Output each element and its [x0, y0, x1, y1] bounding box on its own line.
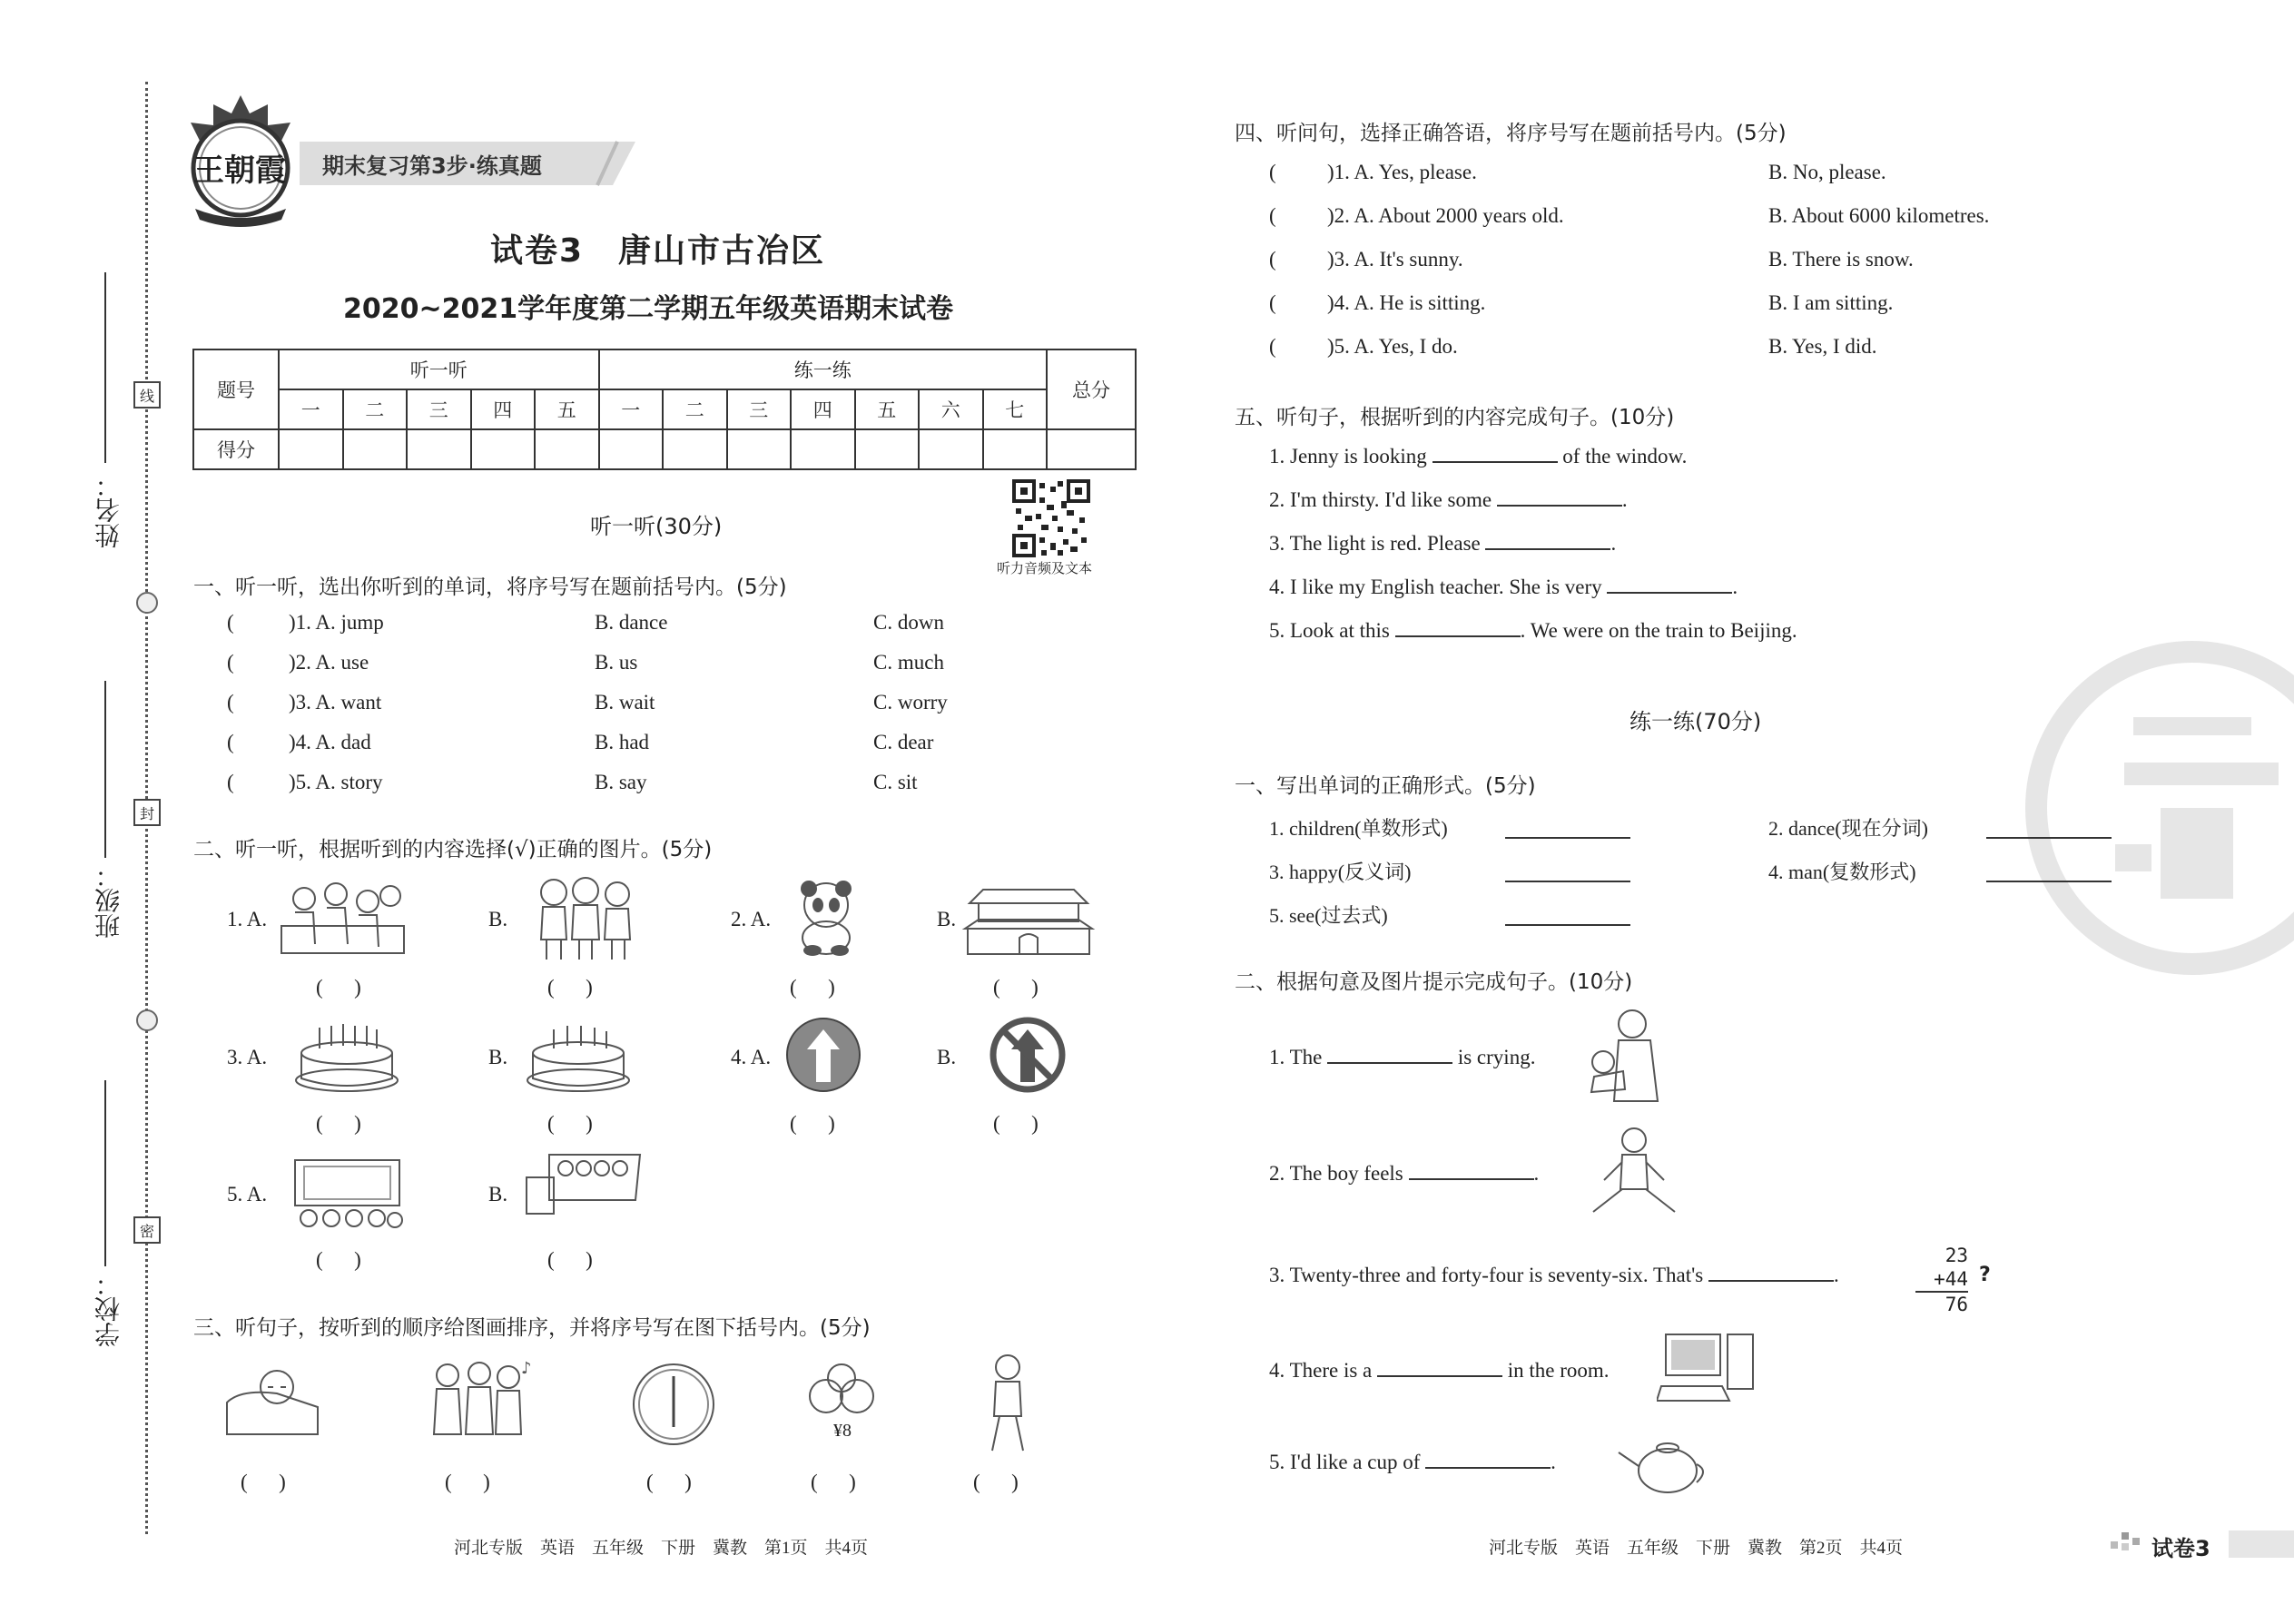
s1-item-b: B. us	[595, 651, 638, 674]
answer-paren[interactable]: ( )	[790, 1112, 835, 1135]
p2-post: .	[1533, 1162, 1540, 1185]
p1-item: 2. dance(现在分词)	[1768, 817, 1928, 840]
section-3-title: 三、听句子，按听到的顺序给图画排序，并将序号写在图下括号内。(5分)	[193, 1316, 871, 1340]
col-head: 七	[983, 389, 1048, 429]
answer-blank[interactable]	[1986, 837, 2112, 839]
footer-right: 河北专版 英语 五年级 下册 冀教 第2页 共4页	[1489, 1539, 1904, 1558]
kids-picture	[527, 876, 645, 962]
p2-post: .	[1551, 1451, 1556, 1473]
paren-open: (	[227, 691, 234, 714]
tag-pattern	[2111, 1532, 2147, 1560]
col-head: 一	[599, 389, 664, 429]
qr-code[interactable]	[1012, 479, 1090, 557]
paren-open: (	[1269, 248, 1276, 271]
class-label: 班级：	[94, 862, 123, 939]
paren-open: (	[1269, 204, 1276, 227]
answer-blank[interactable]	[1497, 488, 1622, 507]
boy-walking-picture	[976, 1353, 1039, 1457]
s1-item-c: C. worry	[873, 691, 948, 714]
section-5-title: 五、听句子，根据听到的内容完成句子。(10分)	[1235, 406, 1675, 429]
answer-blank[interactable]	[1409, 1162, 1534, 1180]
cinema-picture	[290, 1153, 404, 1235]
s2-label: 1. A.	[227, 908, 268, 930]
p1-item: 3. happy(反义词)	[1269, 861, 1412, 883]
seal-char-line: 线	[133, 381, 161, 408]
paper-tag: 试卷3	[2151, 1536, 2210, 1561]
binding-hole	[136, 592, 158, 614]
score-cell[interactable]	[599, 429, 664, 469]
s1-item-c: C. down	[873, 611, 944, 634]
baby-crying-picture	[1578, 1006, 1669, 1106]
s1-item-a: )3. A. want	[289, 691, 382, 714]
practice-title: 练一练(70分)	[1629, 709, 1762, 734]
school-field-line[interactable]	[104, 1080, 106, 1266]
answer-paren[interactable]: ( )	[316, 976, 361, 999]
s2-label: B.	[488, 1046, 508, 1068]
svg-text:♪: ♪	[521, 1359, 532, 1378]
math-add: +44	[1915, 1267, 1968, 1293]
s5-post: .	[1732, 576, 1738, 598]
order-paren[interactable]: ( )	[241, 1471, 286, 1493]
score-cell[interactable]	[407, 429, 471, 469]
col-head: 三	[407, 389, 471, 429]
section-2-title: 二、听一听，根据听到的内容选择(√)正确的图片。(5分)	[193, 838, 713, 861]
score-cell[interactable]	[535, 429, 599, 469]
col-head: 二	[663, 389, 727, 429]
answer-paren[interactable]: ( )	[547, 976, 593, 999]
score-cell[interactable]	[343, 429, 408, 469]
score-cell[interactable]	[1047, 429, 1136, 469]
p2-item	[1269, 1264, 1839, 1287]
col-head: 四	[791, 389, 855, 429]
answer-blank[interactable]	[1485, 532, 1610, 550]
secret-seal-watermark	[2024, 635, 2294, 980]
p2-pre: 1. The	[1269, 1046, 1323, 1068]
score-cell[interactable]	[919, 429, 983, 469]
banner-text: 期末复习第3步·练真题	[322, 153, 542, 179]
p2-pre: 5. I'd like a cup of	[1269, 1451, 1421, 1473]
class-field-line[interactable]	[104, 681, 106, 858]
tired-boy-picture	[1584, 1126, 1684, 1221]
col-head: 二	[343, 389, 408, 429]
answer-paren[interactable]: ( )	[993, 1112, 1039, 1135]
cake-picture-b	[527, 1017, 631, 1094]
s2-label: B.	[488, 908, 508, 930]
teapot-picture	[1611, 1430, 1711, 1498]
school-label: 学校：	[94, 1271, 123, 1347]
score-cell[interactable]	[471, 429, 536, 469]
go-straight-sign	[785, 1017, 862, 1094]
answer-blank[interactable]	[1425, 1451, 1551, 1469]
s5-item	[1269, 445, 1687, 468]
answer-blank[interactable]	[1505, 924, 1630, 926]
p1-item: 4. man(复数形式)	[1768, 861, 1916, 883]
s1-item-c: C. dear	[873, 731, 934, 753]
s4-item-b: B. Yes, I did.	[1768, 335, 1877, 358]
name-label: 姓名：	[94, 472, 123, 548]
panda-picture	[785, 876, 867, 958]
paren-open: (	[227, 771, 234, 793]
s5-pre: 1. Jenny is looking	[1269, 445, 1427, 468]
answer-blank[interactable]	[1327, 1046, 1452, 1064]
s5-item	[1269, 619, 1797, 643]
paren-open: (	[1269, 291, 1276, 314]
s1-item-b: B. say	[595, 771, 647, 793]
s1-item-c: C. much	[873, 651, 944, 674]
s4-item-b: B. No, please.	[1768, 161, 1886, 183]
answer-blank[interactable]	[1708, 1264, 1834, 1282]
s4-item-b: B. There is snow.	[1768, 248, 1914, 271]
score-table	[192, 349, 1137, 470]
p2-pre: 4. There is a	[1269, 1359, 1373, 1382]
s1-item-c: C. sit	[873, 771, 918, 793]
practice-2-title: 二、根据句意及图片提示完成句子。(10分)	[1235, 970, 1633, 994]
apples-picture	[806, 1362, 879, 1421]
p1-item: 1. children(单数形式)	[1269, 817, 1448, 840]
tiananmen-picture	[960, 876, 1097, 958]
answer-paren[interactable]: ( )	[993, 976, 1039, 999]
s1-item-a: )5. A. story	[289, 771, 383, 793]
p2-pre: 2. The boy feels	[1269, 1162, 1403, 1185]
paren-open: (	[227, 731, 234, 753]
s5-item	[1269, 488, 1628, 512]
s2-label: 3. A.	[227, 1046, 268, 1068]
paren-open: (	[227, 651, 234, 674]
answer-paren[interactable]: ( )	[316, 1112, 361, 1135]
s5-pre: 2. I'm thirsty. I'd like some	[1269, 488, 1492, 511]
students-picture	[522, 1146, 645, 1218]
p2-item	[1269, 1359, 1610, 1383]
total-label: 总分	[1047, 349, 1136, 429]
answer-blank[interactable]	[1505, 881, 1630, 882]
s2-label: 5. A.	[227, 1183, 268, 1206]
col-head: 五	[535, 389, 599, 429]
answer-blank[interactable]	[1433, 445, 1558, 463]
col-head: 五	[855, 389, 920, 429]
family-picture	[277, 876, 409, 958]
order-paren[interactable]: ( )	[646, 1471, 692, 1493]
s4-item-a: )1. A. Yes, please.	[1327, 161, 1477, 183]
p2-item	[1269, 1451, 1556, 1474]
math-question-mark: ?	[1979, 1264, 1991, 1286]
answer-paren[interactable]: ( )	[547, 1112, 593, 1135]
section-1-title: 一、听一听，选出你听到的单词，将序号写在题前括号内。(5分)	[193, 576, 787, 599]
col-head: 三	[727, 389, 792, 429]
s1-item-b: B. dance	[595, 611, 668, 634]
s5-item	[1269, 576, 1738, 599]
s5-pre: 3. The light is red. Please	[1269, 532, 1481, 555]
p2-post: in the room.	[1507, 1359, 1610, 1382]
paren-open: (	[1269, 335, 1276, 358]
price-label: ¥8	[833, 1421, 852, 1441]
brand-name: 王朝霞	[193, 153, 286, 189]
s4-item-a: )2. A. About 2000 years old.	[1327, 204, 1564, 227]
name-field-line[interactable]	[104, 272, 106, 463]
group-listen: 听一听	[279, 349, 599, 389]
cake-picture-a	[295, 1017, 399, 1094]
score-cell[interactable]	[791, 429, 855, 469]
binding-hole	[136, 1009, 158, 1031]
paren-open: (	[1269, 161, 1276, 183]
order-paren[interactable]: ( )	[445, 1471, 490, 1493]
s4-item-a: )3. A. It's sunny.	[1327, 248, 1463, 271]
no-straight-sign	[989, 1017, 1067, 1094]
s5-post: of the window.	[1562, 445, 1688, 468]
s5-post: .	[1610, 532, 1617, 555]
s2-label: B.	[488, 1183, 508, 1206]
answer-blank[interactable]	[1395, 619, 1521, 637]
clock-picture	[631, 1362, 717, 1448]
math-top: 23	[1944, 1245, 1968, 1266]
computer-picture	[1657, 1330, 1761, 1412]
col-head: 一	[279, 389, 343, 429]
answer-blank[interactable]	[1986, 881, 2112, 882]
s4-item-b: B. I am sitting.	[1768, 291, 1894, 314]
s2-label: B.	[937, 908, 957, 930]
s5-post: . We were on the train to Beijing.	[1520, 619, 1797, 642]
sleeping-picture	[222, 1362, 322, 1439]
col-head: 六	[919, 389, 983, 429]
answer-paren[interactable]: ( )	[790, 976, 835, 999]
paper-subtitle: 2020~2021学年度第二学期五年级英语期末试卷	[343, 293, 954, 325]
answer-blank[interactable]	[1377, 1359, 1502, 1377]
score-cell[interactable]	[279, 429, 343, 469]
answer-blank[interactable]	[1505, 837, 1630, 839]
paren-open: (	[227, 611, 234, 634]
tag-bar	[2229, 1530, 2294, 1558]
practice-1-title: 一、写出单词的正确形式。(5分)	[1235, 774, 1536, 798]
math-sum: 76	[1944, 1294, 1968, 1315]
s5-pre: 5. Look at this	[1269, 619, 1390, 642]
p2-item	[1269, 1046, 1535, 1069]
math-problem	[1915, 1244, 1968, 1316]
row-label: 题号	[193, 349, 279, 429]
score-cell[interactable]	[727, 429, 792, 469]
s5-item	[1269, 532, 1616, 556]
qr-caption: 听力音频及文本	[997, 562, 1093, 576]
order-paren[interactable]: ( )	[811, 1471, 856, 1493]
p2-pre: 3. Twenty-three and forty-four is seventy-six. That's	[1269, 1264, 1704, 1286]
s1-item-a: )4. A. dad	[289, 731, 371, 753]
s4-item-a: )5. A. Yes, I do.	[1327, 335, 1458, 358]
s1-item-a: )1. A. jump	[289, 611, 384, 634]
s4-item-b: B. About 6000 kilometres.	[1768, 204, 1990, 227]
footer-left: 河北专版 英语 五年级 下册 冀教 第1页 共4页	[454, 1539, 869, 1558]
s2-label: B.	[937, 1046, 957, 1068]
s2-label: 4. A.	[731, 1046, 772, 1068]
p2-post: is crying.	[1457, 1046, 1536, 1068]
score-cell[interactable]	[855, 429, 920, 469]
score-cell[interactable]	[983, 429, 1048, 469]
s1-item-b: B. had	[595, 731, 650, 753]
s5-post: .	[1621, 488, 1628, 511]
singing-picture	[425, 1357, 538, 1448]
s4-item-a: )4. A. He is sitting.	[1327, 291, 1486, 314]
p2-item	[1269, 1162, 1539, 1186]
col-head: 四	[471, 389, 536, 429]
answer-paren[interactable]: ( )	[316, 1248, 361, 1271]
s5-pre: 4. I like my English teacher. She is very	[1269, 576, 1602, 598]
s1-item-b: B. wait	[595, 691, 655, 714]
p2-post: .	[1833, 1264, 1839, 1286]
section-4-title: 四、听问句，选择正确答语，将序号写在题前括号内。(5分)	[1235, 122, 1787, 145]
listen-title: 听一听(30分)	[590, 514, 723, 539]
s2-label: 2. A.	[731, 908, 772, 930]
group-practice: 练一练	[599, 349, 1048, 389]
score-cell[interactable]	[663, 429, 727, 469]
score-label: 得分	[193, 429, 279, 469]
paper-title: 试卷3 唐山市古冶区	[490, 232, 826, 270]
answer-blank[interactable]	[1607, 576, 1732, 594]
p1-item: 5. see(过去式)	[1269, 904, 1388, 927]
seal-char-secret: 密	[133, 1216, 161, 1244]
seal-char-seal: 封	[133, 799, 161, 826]
answer-paren[interactable]: ( )	[547, 1248, 593, 1271]
order-paren[interactable]: ( )	[973, 1471, 1019, 1493]
s1-item-a: )2. A. use	[289, 651, 369, 674]
